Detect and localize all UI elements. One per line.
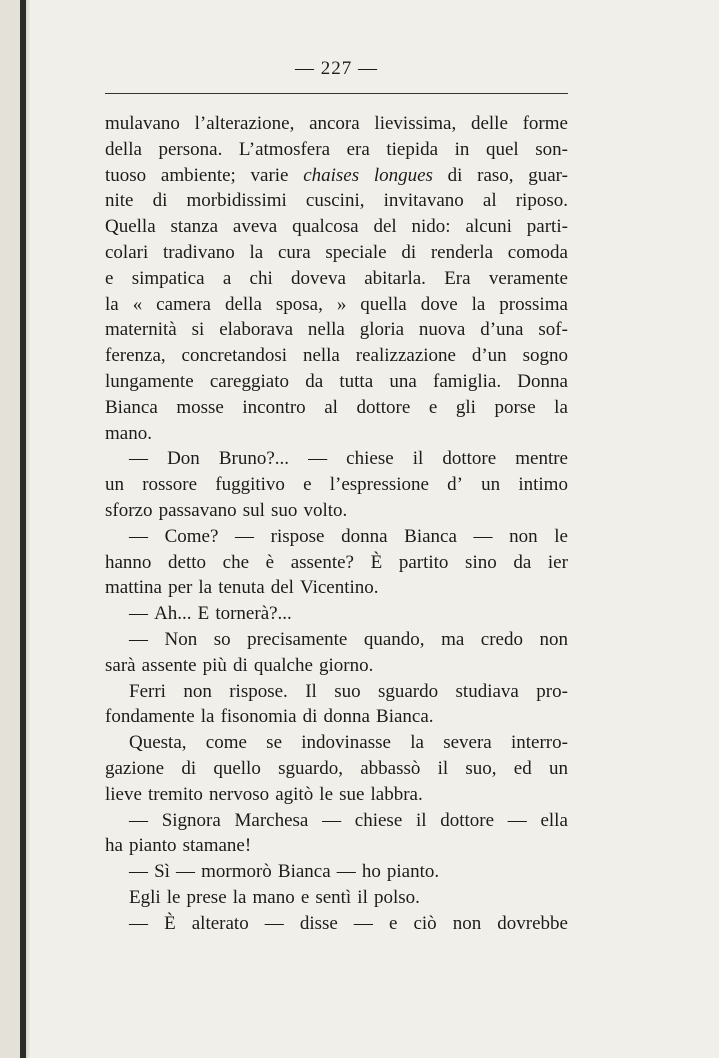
word: in bbox=[454, 138, 470, 160]
text-line bbox=[105, 730, 568, 756]
word: le bbox=[166, 886, 181, 908]
word: nido: bbox=[411, 216, 451, 238]
word: dovrebbe bbox=[497, 912, 568, 934]
word: — bbox=[322, 809, 342, 831]
word: d’un bbox=[471, 345, 507, 367]
word: persona. bbox=[158, 138, 223, 160]
word: lievissima, bbox=[374, 113, 457, 134]
word: rispose bbox=[270, 525, 325, 547]
word: abbassò bbox=[360, 757, 421, 779]
word: il bbox=[437, 757, 449, 779]
word: porse bbox=[494, 396, 536, 418]
word: ella bbox=[540, 809, 568, 831]
text-line bbox=[105, 343, 568, 369]
text-line bbox=[105, 188, 568, 214]
word: di bbox=[302, 706, 318, 728]
word: un bbox=[548, 757, 568, 779]
word: incontro bbox=[242, 396, 306, 418]
word: assente? bbox=[290, 551, 354, 573]
word: parti- bbox=[526, 216, 568, 238]
word: da bbox=[305, 370, 324, 392]
word: pianto bbox=[129, 835, 177, 857]
page-number: — 227 — bbox=[295, 58, 378, 79]
word: labbra. bbox=[370, 783, 423, 805]
word: careggiato bbox=[209, 370, 289, 392]
word: per bbox=[168, 577, 193, 599]
word: dove bbox=[420, 293, 458, 315]
word: Bianca bbox=[277, 861, 331, 883]
word: chiese bbox=[354, 809, 403, 831]
word: cura bbox=[277, 241, 311, 263]
word: del bbox=[373, 216, 397, 238]
word: Signora bbox=[161, 809, 221, 831]
text-line bbox=[105, 704, 568, 730]
word: chaises bbox=[303, 164, 360, 186]
word: aveva bbox=[232, 216, 278, 238]
text-line bbox=[105, 782, 568, 808]
word: hanno bbox=[105, 551, 152, 573]
word: Ferri bbox=[129, 680, 166, 702]
word: forme bbox=[522, 113, 568, 134]
word: E bbox=[197, 603, 210, 625]
text-line bbox=[105, 653, 568, 679]
word: riposo. bbox=[515, 190, 568, 212]
word: — bbox=[129, 809, 148, 831]
text-line bbox=[105, 756, 568, 782]
word: e bbox=[300, 886, 310, 908]
word: concretandosi bbox=[181, 345, 288, 367]
word: morbidissimi bbox=[186, 190, 287, 212]
word: nuova bbox=[418, 319, 466, 341]
word: si bbox=[191, 319, 205, 341]
word: la bbox=[198, 577, 213, 599]
word: volto. bbox=[303, 499, 348, 521]
word: « bbox=[132, 293, 143, 315]
word: sof- bbox=[538, 319, 568, 341]
word: pro- bbox=[536, 680, 568, 702]
word: alcuni bbox=[465, 216, 512, 238]
word: la bbox=[232, 886, 247, 908]
word: sino bbox=[465, 551, 497, 573]
word: nervoso bbox=[208, 783, 270, 805]
word: di bbox=[232, 654, 248, 676]
word: — bbox=[507, 809, 527, 831]
word: a bbox=[222, 267, 232, 289]
text-line bbox=[105, 885, 568, 911]
word: tornerà?... bbox=[215, 603, 292, 625]
word: passavano bbox=[158, 499, 237, 521]
word: abitarla. bbox=[364, 267, 426, 289]
word: ier bbox=[547, 551, 568, 573]
word: Vicentino. bbox=[300, 577, 379, 599]
word: Il bbox=[305, 680, 317, 702]
text-line bbox=[105, 421, 568, 447]
word: gloria bbox=[359, 319, 405, 341]
word: dottore bbox=[440, 809, 495, 831]
page-binding-edge bbox=[0, 0, 30, 1058]
word: la bbox=[554, 396, 568, 418]
word: È bbox=[164, 912, 176, 934]
text-line bbox=[105, 163, 568, 189]
word: un bbox=[105, 474, 124, 496]
word: — bbox=[129, 448, 148, 470]
word: suo bbox=[334, 680, 361, 702]
word: sogno bbox=[522, 345, 568, 367]
text-line bbox=[105, 550, 568, 576]
word: Era bbox=[444, 267, 471, 289]
word: del bbox=[270, 577, 294, 599]
word: il bbox=[357, 886, 368, 908]
word: alterato bbox=[191, 912, 249, 934]
word: quello bbox=[213, 757, 261, 779]
text-line bbox=[105, 240, 568, 266]
word: di bbox=[401, 241, 417, 263]
word: se bbox=[266, 732, 282, 754]
word: suo bbox=[271, 499, 298, 521]
word: il bbox=[415, 809, 427, 831]
word: mosse bbox=[176, 396, 224, 418]
word: un bbox=[481, 474, 501, 496]
word: camera bbox=[156, 293, 211, 315]
word: donna bbox=[323, 706, 370, 728]
word: non bbox=[509, 525, 538, 547]
word: ma bbox=[441, 628, 465, 650]
word: sguardo bbox=[377, 680, 439, 702]
word: colari bbox=[105, 241, 149, 263]
word: sarà bbox=[105, 654, 136, 676]
text-line bbox=[105, 446, 568, 472]
word: sue bbox=[339, 783, 365, 805]
word: non bbox=[539, 628, 568, 650]
text-line bbox=[105, 524, 568, 550]
word: di bbox=[152, 190, 168, 212]
body-text bbox=[105, 111, 568, 937]
word: guar- bbox=[528, 164, 568, 186]
text-line bbox=[105, 808, 568, 834]
word: ed bbox=[513, 757, 532, 779]
word: polso. bbox=[373, 886, 420, 908]
word: nella bbox=[302, 345, 340, 367]
word: simpatica bbox=[131, 267, 205, 289]
word: è bbox=[265, 551, 275, 573]
word: mentre bbox=[515, 448, 568, 470]
word: le bbox=[554, 525, 568, 547]
word: tradivano bbox=[163, 241, 235, 263]
word: di bbox=[447, 164, 463, 186]
word: Non bbox=[164, 628, 198, 650]
word: Ah... bbox=[154, 603, 192, 625]
word: agitò bbox=[275, 783, 314, 805]
word: mano. bbox=[105, 422, 152, 444]
word: tuoso bbox=[105, 164, 147, 186]
word: so bbox=[213, 628, 231, 650]
word: — bbox=[473, 525, 493, 547]
word: nite bbox=[105, 190, 134, 212]
word: chiese bbox=[346, 448, 394, 470]
word: Bianca. bbox=[376, 706, 434, 728]
word: dottore bbox=[356, 396, 411, 418]
text-line bbox=[105, 833, 568, 859]
word: lungamente bbox=[105, 370, 194, 392]
text-line bbox=[105, 679, 568, 705]
word: della bbox=[224, 293, 262, 315]
word: raso, bbox=[477, 164, 514, 186]
word: famiglia. bbox=[433, 370, 502, 392]
word: Egli bbox=[129, 886, 161, 908]
word: stanza bbox=[170, 216, 219, 238]
word: — bbox=[176, 861, 196, 883]
word: studiava bbox=[455, 680, 519, 702]
text-line bbox=[105, 859, 568, 885]
word: fisonomia bbox=[220, 706, 297, 728]
text-line bbox=[105, 472, 568, 498]
word: sforzo bbox=[105, 499, 153, 521]
word: — bbox=[264, 912, 284, 934]
word: Don bbox=[167, 448, 200, 470]
word: realizzazione bbox=[355, 345, 456, 367]
text-line bbox=[105, 627, 568, 653]
word: tenuta bbox=[218, 577, 265, 599]
word: interro- bbox=[510, 732, 568, 754]
word: sguardo, bbox=[278, 757, 343, 779]
word: Come? bbox=[164, 525, 219, 547]
word: varie bbox=[250, 164, 289, 186]
word: Quella bbox=[105, 216, 156, 238]
word: credo bbox=[480, 628, 523, 650]
word: donna bbox=[341, 525, 388, 547]
word: Donna bbox=[517, 370, 568, 392]
word: dottore bbox=[442, 448, 497, 470]
word: lieve bbox=[105, 783, 142, 805]
word: la bbox=[200, 706, 215, 728]
text-line bbox=[105, 395, 568, 421]
word: — bbox=[129, 628, 148, 650]
word: Bianca bbox=[404, 525, 457, 547]
word: rossore bbox=[142, 474, 198, 496]
word: qualche bbox=[253, 654, 313, 676]
word: la bbox=[410, 732, 424, 754]
word: pianto. bbox=[386, 861, 440, 883]
word: precisamente bbox=[247, 628, 348, 650]
word: disse bbox=[299, 912, 338, 934]
word: al bbox=[324, 396, 338, 418]
word: quando, bbox=[363, 628, 425, 650]
word: — bbox=[129, 603, 148, 625]
word: intimo bbox=[518, 474, 568, 496]
text-line bbox=[105, 498, 568, 524]
word: della bbox=[105, 138, 142, 160]
word: — bbox=[129, 525, 148, 547]
text-line bbox=[105, 292, 568, 318]
word: ferenza, bbox=[105, 345, 166, 367]
word: gazione bbox=[105, 757, 165, 779]
word: assente bbox=[141, 654, 197, 676]
word: di bbox=[181, 757, 197, 779]
word: doveva bbox=[291, 267, 346, 289]
word: cuscini, bbox=[305, 190, 365, 212]
word: tremito bbox=[148, 783, 203, 805]
word: più bbox=[202, 654, 227, 676]
word: d’ bbox=[447, 474, 463, 496]
word: Bruno?... bbox=[218, 448, 290, 470]
word: d’una bbox=[480, 319, 524, 341]
word: e bbox=[428, 396, 438, 418]
text-line bbox=[105, 137, 568, 163]
word: tutta bbox=[339, 370, 374, 392]
word: — bbox=[353, 912, 373, 934]
word: mulavano bbox=[105, 113, 180, 134]
text-line bbox=[105, 369, 568, 395]
word: prossima bbox=[499, 293, 568, 315]
word: da bbox=[513, 551, 532, 573]
word: giorno. bbox=[319, 654, 374, 676]
word: l’alterazione, bbox=[194, 113, 295, 134]
word: quel bbox=[485, 138, 519, 160]
text-line bbox=[105, 266, 568, 292]
word: È bbox=[370, 551, 383, 573]
word: elaborava bbox=[219, 319, 294, 341]
word: ancora bbox=[309, 113, 360, 134]
word: indovinasse bbox=[301, 732, 391, 754]
word: ho bbox=[361, 861, 381, 883]
word: mormorò bbox=[201, 861, 272, 883]
word: » bbox=[336, 293, 347, 315]
word: ambiente; bbox=[160, 164, 236, 186]
word: e bbox=[388, 912, 398, 934]
word: mano bbox=[252, 886, 295, 908]
text-line bbox=[105, 911, 568, 937]
header-rule bbox=[105, 93, 568, 94]
word: — bbox=[235, 525, 255, 547]
word: Questa, bbox=[129, 732, 187, 754]
word: suo, bbox=[465, 757, 497, 779]
word: maternità bbox=[105, 319, 177, 341]
word: sentì bbox=[315, 886, 352, 908]
word: severa bbox=[443, 732, 492, 754]
word: comoda bbox=[507, 241, 568, 263]
word: Bianca bbox=[105, 396, 158, 418]
word: — bbox=[308, 448, 328, 470]
word: stamane! bbox=[182, 835, 252, 857]
word: veramente bbox=[488, 267, 568, 289]
word: — bbox=[129, 912, 148, 934]
word: delle bbox=[470, 113, 508, 134]
word: Marchesa bbox=[234, 809, 309, 831]
word: al bbox=[482, 190, 497, 212]
word: era bbox=[346, 138, 370, 160]
word: fondamente bbox=[105, 706, 195, 728]
text-line bbox=[105, 601, 568, 627]
word: la bbox=[471, 293, 486, 315]
word: sposa, bbox=[275, 293, 323, 315]
word: fuggitivo bbox=[215, 474, 285, 496]
word: invitavano bbox=[383, 190, 464, 212]
word: quella bbox=[360, 293, 407, 315]
word: come bbox=[205, 732, 247, 754]
word: Sì bbox=[154, 861, 170, 883]
word: qualcosa bbox=[292, 216, 359, 238]
word: son- bbox=[535, 138, 568, 160]
text-line bbox=[105, 214, 568, 240]
word: e bbox=[105, 267, 114, 289]
word: ciò bbox=[413, 912, 437, 934]
word: renderla bbox=[430, 241, 494, 263]
word: la bbox=[249, 241, 264, 263]
word: nella bbox=[307, 319, 345, 341]
word: ha bbox=[105, 835, 123, 857]
text-line bbox=[105, 317, 568, 343]
word: non bbox=[183, 680, 212, 702]
word: partito bbox=[398, 551, 449, 573]
word: prese bbox=[186, 886, 227, 908]
word: tiepida bbox=[386, 138, 439, 160]
word: sul bbox=[242, 499, 265, 521]
word: la bbox=[105, 293, 119, 315]
text-line bbox=[105, 575, 568, 601]
word: L’atmosfera bbox=[238, 138, 331, 160]
word: chi bbox=[249, 267, 273, 289]
word: le bbox=[319, 783, 334, 805]
word: detto bbox=[168, 551, 207, 573]
word: una bbox=[389, 370, 417, 392]
word: longues bbox=[373, 164, 433, 186]
word: e bbox=[303, 474, 312, 496]
word: che bbox=[222, 551, 250, 573]
word: rispose. bbox=[229, 680, 288, 702]
word: il bbox=[412, 448, 424, 470]
word: speciale bbox=[325, 241, 387, 263]
word: — bbox=[336, 861, 356, 883]
word: gli bbox=[455, 396, 476, 418]
text-line bbox=[105, 111, 568, 137]
word: — bbox=[129, 861, 148, 883]
word: l’espressione bbox=[329, 474, 429, 496]
word: non bbox=[452, 912, 482, 934]
word: mattina bbox=[105, 577, 162, 599]
